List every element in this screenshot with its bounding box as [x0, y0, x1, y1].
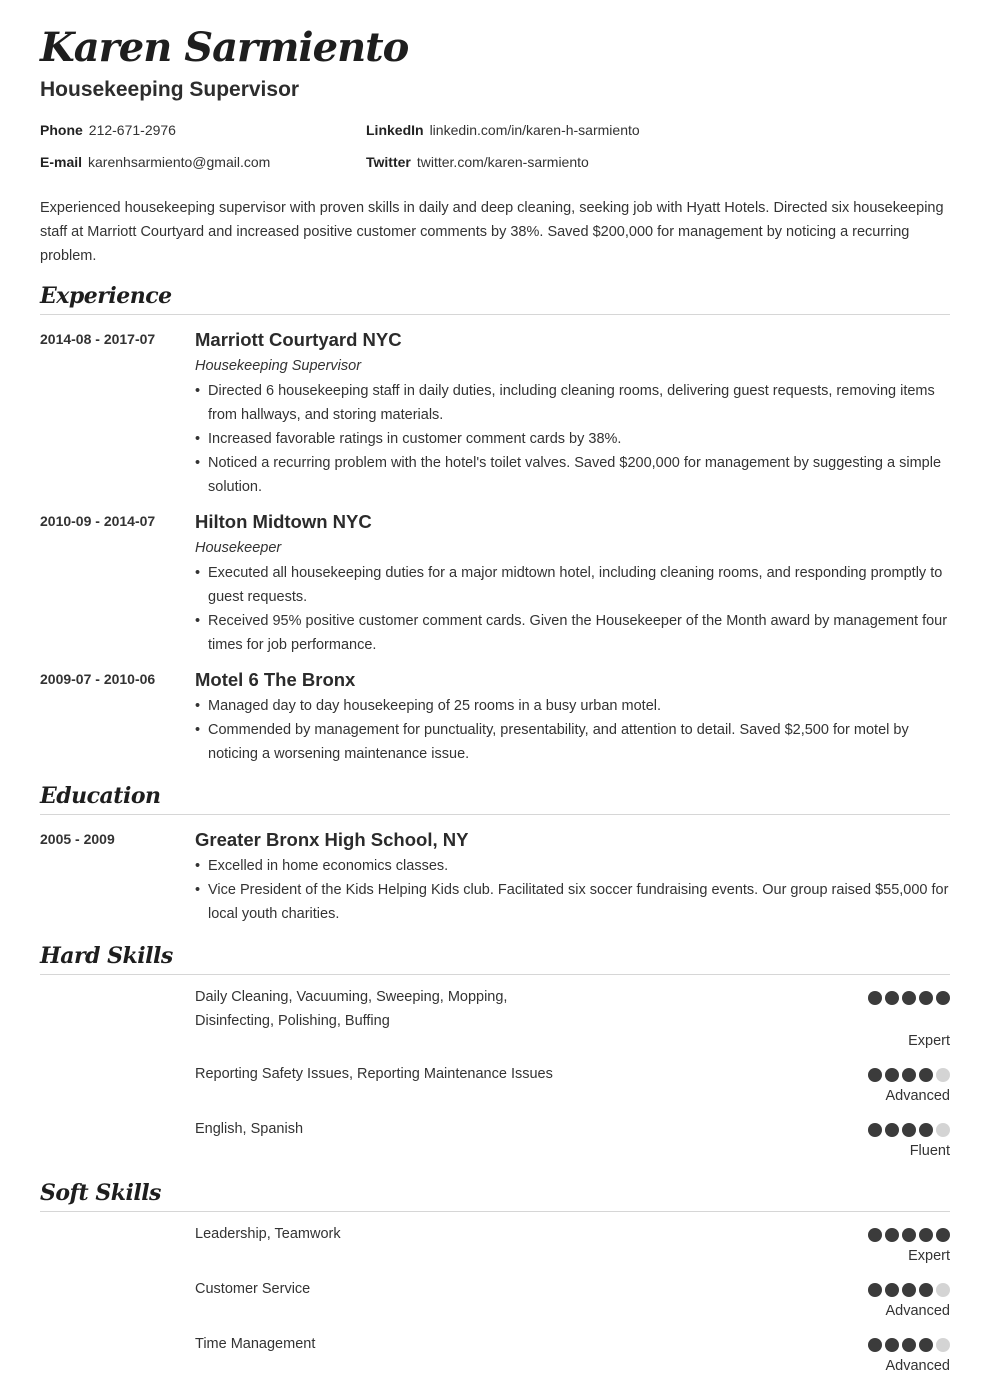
contact-phone-value: 212-671-2976 — [88, 122, 176, 138]
job-employer: Marriott Courtyard NYC — [195, 329, 402, 350]
rating-dot-filled — [885, 1228, 899, 1242]
skill-rating — [868, 991, 950, 1005]
skill-name: Daily Cleaning, Vacuuming, Sweeping, Mopping, Disinfecting, Polishing, Buffing — [195, 989, 508, 1029]
rating-dot-filled — [919, 1338, 933, 1352]
job-bullets — [195, 561, 951, 657]
section-title-soft-skills: Soft Skills — [40, 1180, 161, 1206]
section-divider — [40, 1211, 950, 1212]
skill-rating — [868, 1338, 950, 1352]
job-employer: Motel 6 The Bronx — [195, 669, 356, 690]
rating-dot-filled — [885, 1283, 899, 1297]
rating-dot-filled — [868, 1283, 882, 1297]
contact-twitter — [366, 154, 589, 170]
contact-email — [40, 154, 270, 170]
education-dates: 2005 - 2009 — [40, 831, 115, 847]
section-divider — [40, 814, 950, 815]
skill-level: Advanced — [885, 1358, 950, 1374]
list-item: • Directed 6 housekeeping staff in daily duties, including cleaning rooms, delivering guest requests, removing items from hallways, and storing materials. — [195, 379, 951, 427]
skill-level: Advanced — [885, 1088, 950, 1104]
rating-dot-filled — [919, 1283, 933, 1297]
job-dates: 2010-09 - 2014-07 — [40, 513, 156, 529]
rating-dot-filled — [868, 1228, 882, 1242]
education-bullets — [195, 854, 951, 926]
rating-dot-filled — [936, 1228, 950, 1242]
job-dates: 2009-07 - 2010-06 — [40, 671, 156, 687]
rating-dot-empty — [936, 1338, 950, 1352]
rating-dot-filled — [868, 1123, 882, 1137]
skill-level: Advanced — [885, 1303, 950, 1319]
rating-dot-filled — [885, 1338, 899, 1352]
rating-dot-filled — [919, 991, 933, 1005]
rating-dot-empty — [936, 1283, 950, 1297]
job-dates: 2014-08 - 2017-07 — [40, 331, 156, 347]
skill-level: Expert — [908, 1033, 950, 1049]
contact-linkedin-value: linkedin.com/in/karen-h-sarmiento — [429, 122, 640, 138]
list-item: • Vice President of the Kids Helping Kids club. Facilitated six soccer fundraising events. Our group raised $55,000 for local youth charities. — [195, 878, 951, 926]
rating-dot-empty — [936, 1123, 950, 1137]
list-item: • Commended by management for punctuality, presentability, and attention to detail. Saved $2,500 for motel by noticing a worsening maintenance issue. — [195, 718, 951, 766]
rating-dot-filled — [885, 1123, 899, 1137]
skill-name: Time Management — [195, 1336, 316, 1352]
skill-name: English, Spanish — [195, 1121, 304, 1137]
section-divider — [40, 314, 950, 315]
rating-dot-filled — [902, 1228, 916, 1242]
skill-rating — [868, 1068, 950, 1082]
rating-dot-filled — [902, 991, 916, 1005]
rating-dot-filled — [936, 991, 950, 1005]
rating-dot-filled — [885, 1068, 899, 1082]
job-role: Housekeeper — [195, 540, 282, 556]
resume-page — [40, 0, 950, 1400]
skill-name: Leadership, Teamwork — [195, 1226, 341, 1242]
skill-name: Customer Service — [195, 1281, 311, 1297]
resume-name: Karen Sarmiento — [40, 24, 409, 71]
list-item: • Increased favorable ratings in customer comment cards by 38%. — [195, 427, 951, 451]
rating-dot-filled — [868, 1338, 882, 1352]
job-bullets — [195, 379, 951, 499]
skill-rating — [868, 1123, 950, 1137]
contact-twitter-value: twitter.com/karen-sarmiento — [416, 154, 589, 170]
skill-level: Fluent — [909, 1143, 950, 1159]
list-item: • Excelled in home economics classes. — [195, 854, 951, 878]
skill-name: Reporting Safety Issues, Reporting Maintenance Issues — [195, 1066, 553, 1082]
contact-linkedin-label: LinkedIn — [366, 122, 424, 138]
skill-rating — [868, 1283, 950, 1297]
job-bullets — [195, 694, 951, 766]
resume-job-title: Housekeeping Supervisor — [40, 78, 300, 101]
job-role: Housekeeping Supervisor — [195, 358, 362, 374]
contact-twitter-label: Twitter — [366, 154, 411, 170]
profile-summary: Experienced housekeeping supervisor with proven skills in daily and deep cleaning, seeking job with Hyatt Hotels. Directed six housekeeping staff at Marriott Courtyard and increased positive customer comments by 38%. Saved $200,000 for management by noticing a recurring problem. — [40, 200, 944, 264]
education-school: Greater Bronx High School, NY — [195, 829, 469, 850]
list-item: • Noticed a recurring problem with the hotel's toilet valves. Saved $200,000 for management by suggesting a simple solution. — [195, 451, 951, 499]
rating-dot-filled — [902, 1068, 916, 1082]
skill-rating — [868, 1228, 950, 1242]
rating-dot-filled — [902, 1123, 916, 1137]
job-employer: Hilton Midtown NYC — [195, 511, 372, 532]
rating-dot-empty — [936, 1068, 950, 1082]
contact-email-value: karenhsarmiento@gmail.com — [88, 154, 271, 170]
skill-level: Expert — [908, 1248, 950, 1264]
rating-dot-filled — [885, 991, 899, 1005]
rating-dot-filled — [919, 1228, 933, 1242]
rating-dot-filled — [919, 1123, 933, 1137]
contact-phone — [40, 122, 176, 138]
rating-dot-filled — [919, 1068, 933, 1082]
section-title-education: Education — [40, 783, 161, 809]
contact-linkedin — [366, 122, 640, 138]
section-title-experience: Experience — [40, 283, 172, 309]
section-title-hard-skills: Hard Skills — [40, 943, 173, 969]
list-item: • Managed day to day housekeeping of 25 rooms in a busy urban motel. — [195, 694, 951, 718]
rating-dot-filled — [868, 991, 882, 1005]
rating-dot-filled — [902, 1283, 916, 1297]
list-item: • Received 95% positive customer comment cards. Given the Housekeeper of the Month award by management four times for job performance. — [195, 609, 951, 657]
list-item: • Executed all housekeeping duties for a major midtown hotel, including cleaning rooms, and responding promptly to guest requests. — [195, 561, 951, 609]
contact-phone-label: Phone — [40, 122, 83, 138]
contact-email-label: E-mail — [40, 154, 83, 170]
rating-dot-filled — [902, 1338, 916, 1352]
rating-dot-filled — [868, 1068, 882, 1082]
section-divider — [40, 974, 950, 975]
